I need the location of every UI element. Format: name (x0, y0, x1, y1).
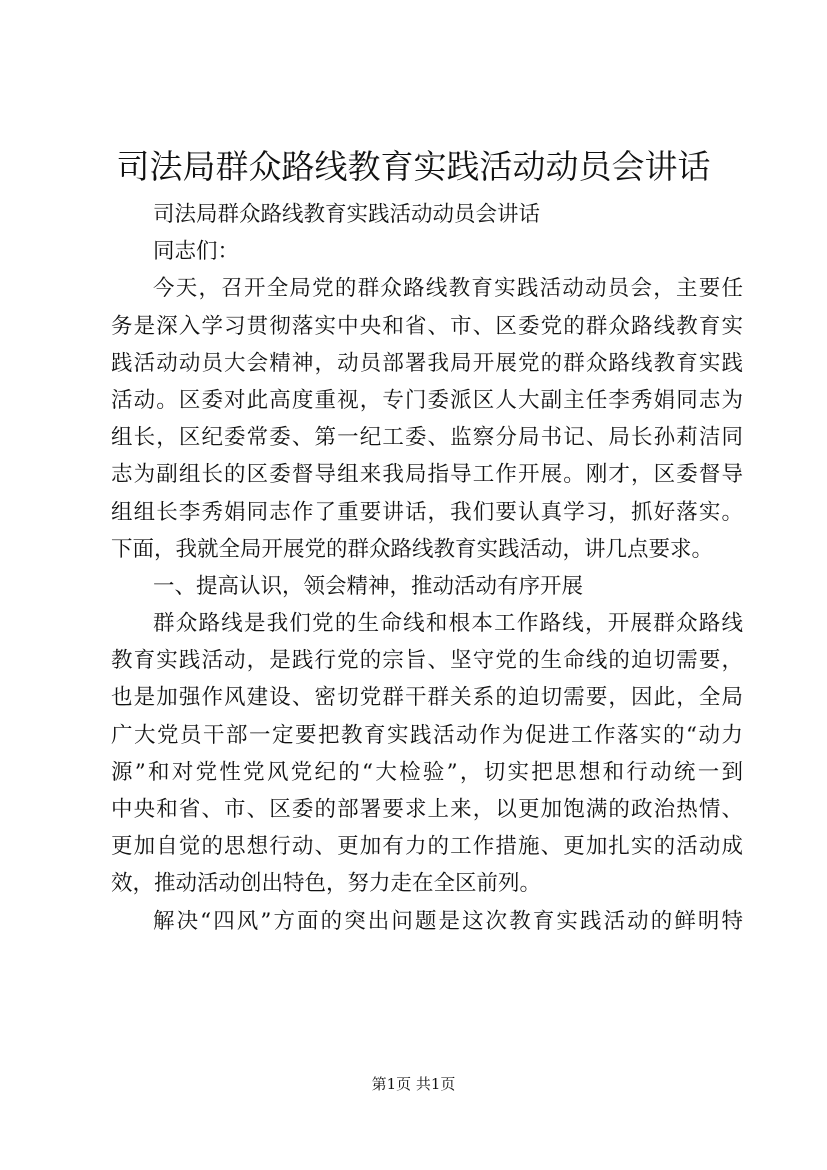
text-line: 一、提高认识，领会精神，推动活动有序开展 (153, 573, 584, 599)
text-line: 源”和对党性党风党纪的“大检验”，切实把思想和行动统一到 (111, 759, 743, 785)
text-line: 广大党员干部一定要把教育实践活动作为促进工作落实的“动力 (111, 722, 743, 748)
text-line: 志为副组长的区委督导组来我局指导工作开展。刚才，区委督导 (111, 462, 743, 488)
text-line: 群众路线是我们党的生命线和根本工作路线，开展群众路线 (153, 611, 743, 637)
text-line: 活动。区委对此高度重视，专门委派区人大副主任李秀娟同志为 (111, 387, 743, 413)
text-line: 组长，区纪委常委、第一纪工委、监察分局书记、局长孙莉洁同 (111, 425, 743, 451)
text-line: 效，推动活动创出特色，努力走在全区前列。 (111, 871, 542, 897)
document-body (111, 196, 743, 940)
page-footer: 第1页 共1页 (371, 1075, 456, 1093)
document-title: 司法局群众路线教育实践活动动员会讲话 (116, 147, 711, 186)
text-line: 组组长李秀娟同志作了重要讲话，我们要认真学习，抓好落实。 (111, 499, 743, 525)
text-line: 践活动动员大会精神，动员部署我局开展党的群众路线教育实践 (111, 350, 743, 376)
text-line: 司法局群众路线教育实践活动动员会讲话 (153, 202, 541, 227)
text-line: 下面，我就全局开展党的群众路线教育实践活动，讲几点要求。 (111, 536, 714, 562)
text-line: 更加自觉的思想行动、更加有力的工作措施、更加扎实的活动成 (111, 834, 743, 860)
text-line: 同志们： (153, 239, 240, 265)
text-line: 今天，召开全局党的群众路线教育实践活动动员会，主要任 (153, 276, 743, 302)
text-line: 也是加强作风建设、密切党群干群关系的迫切需要，因此，全局 (111, 685, 743, 711)
text-line: 中央和省、市、区委的部署要求上来，以更加饱满的政治热情、 (111, 797, 743, 822)
text-line: 务是深入学习贯彻落实中央和省、市、区委党的群众路线教育实 (111, 313, 743, 339)
text-line: 解决“四风”方面的突出问题是这次教育实践活动的鲜明特 (153, 908, 743, 934)
text-line: 教育实践活动，是践行党的宗旨、坚守党的生命线的迫切需要， (111, 648, 743, 674)
